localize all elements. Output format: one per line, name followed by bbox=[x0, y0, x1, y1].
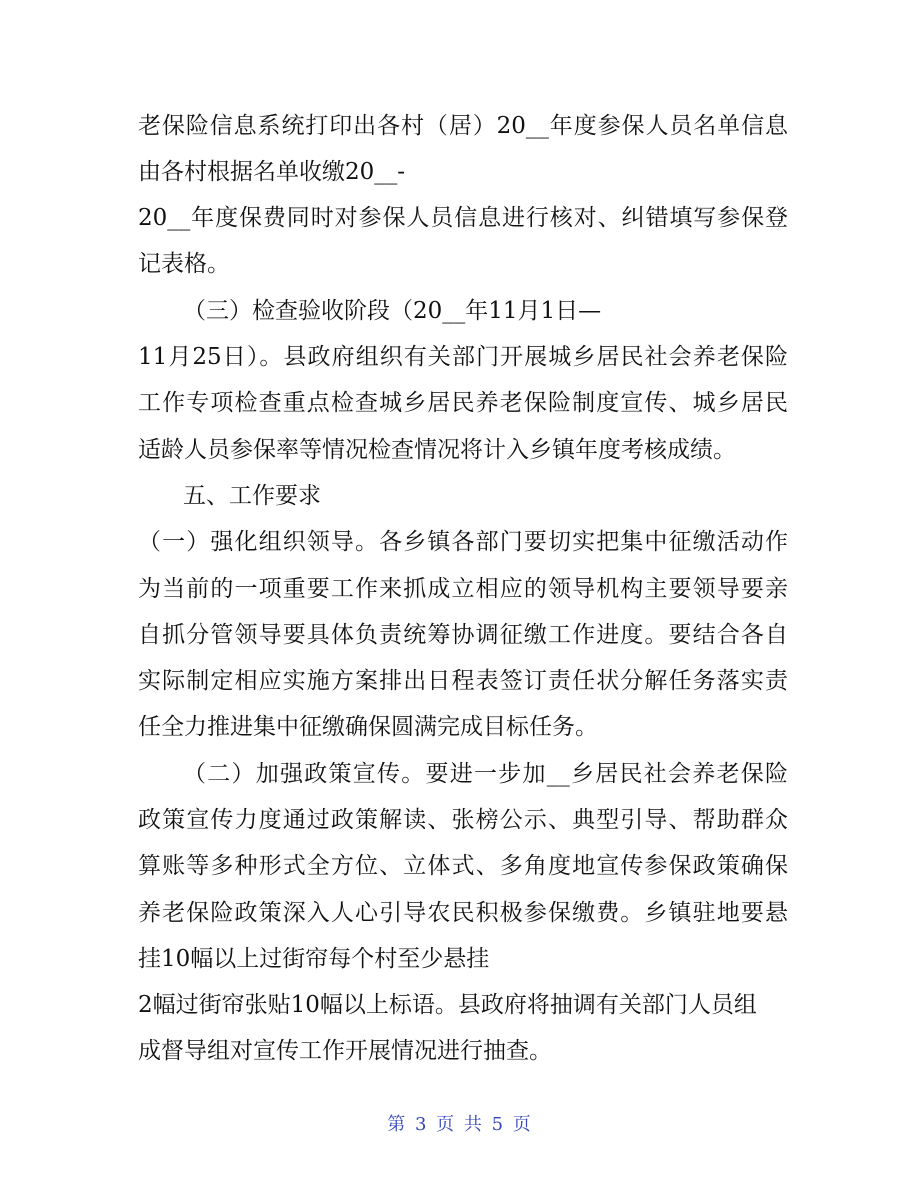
paragraph-line: 为当前的一项重要工作来抓成立相应的领导机构主要领导要亲 bbox=[138, 576, 788, 602]
paragraph-line: 记表格。 bbox=[138, 251, 230, 277]
section-heading: 五、工作要求 bbox=[183, 483, 321, 509]
paragraph-line: （一）强化组织领导。各乡镇各部门要切实把集中征缴活动作 bbox=[138, 529, 788, 555]
paragraph-line: 适龄人员参保率等情况检查情况将计入乡镇年度考核成绩。 bbox=[138, 437, 736, 463]
paragraph-line: 工作专项检查重点检查城乡居民养老保险制度宣传、城乡居民 bbox=[138, 390, 788, 416]
paragraph-line: 20__年度保费同时对参保人员信息进行核对、纠错填写参保登 bbox=[138, 205, 788, 231]
page-number-footer: 第 3 页 共 5 页 bbox=[387, 1114, 533, 1135]
paragraph-line: 老保险信息系统打印出各村（居）20__年度参保人员名单信息 bbox=[138, 113, 788, 139]
paragraph-line: 成督导组对宣传工作开展情况进行抽查。 bbox=[138, 1038, 552, 1064]
paragraph-line: 算账等多种形式全方位、立体式、多角度地宣传参保政策确保 bbox=[138, 853, 788, 879]
paragraph-line: 实际制定相应实施方案排出日程表签订责任状分解任务落实责 bbox=[138, 668, 788, 694]
paragraph-line: 由各村根据名单收缴20__- bbox=[138, 159, 406, 185]
paragraph-line: 挂10幅以上过街帘每个村至少悬挂 bbox=[138, 946, 490, 972]
paragraph-line: （二）加强政策宣传。要进一步加__乡居民社会养老保险 bbox=[183, 761, 788, 787]
paragraph-line: 政策宣传力度通过政策解读、张榜公示、典型引导、帮助群众 bbox=[138, 807, 788, 833]
section-heading-line: （三）检查验收阶段（20__年11月1日— bbox=[183, 298, 602, 324]
paragraph-line: 任全力推进集中征缴确保圆满完成目标任务。 bbox=[138, 714, 598, 740]
paragraph-line: 自抓分管领导要具体负责统筹协调征缴工作进度。要结合各自 bbox=[138, 622, 788, 648]
paragraph-line: 11月25日）。县政府组织有关部门开展城乡居民社会养老保险 bbox=[138, 344, 788, 370]
paragraph-line: 2幅过街帘张贴10幅以上标语。县政府将抽调有关部门人员组 bbox=[138, 992, 757, 1018]
paragraph-line: 养老保险政策深入人心引导农民积极参保缴费。乡镇驻地要悬 bbox=[138, 900, 788, 926]
